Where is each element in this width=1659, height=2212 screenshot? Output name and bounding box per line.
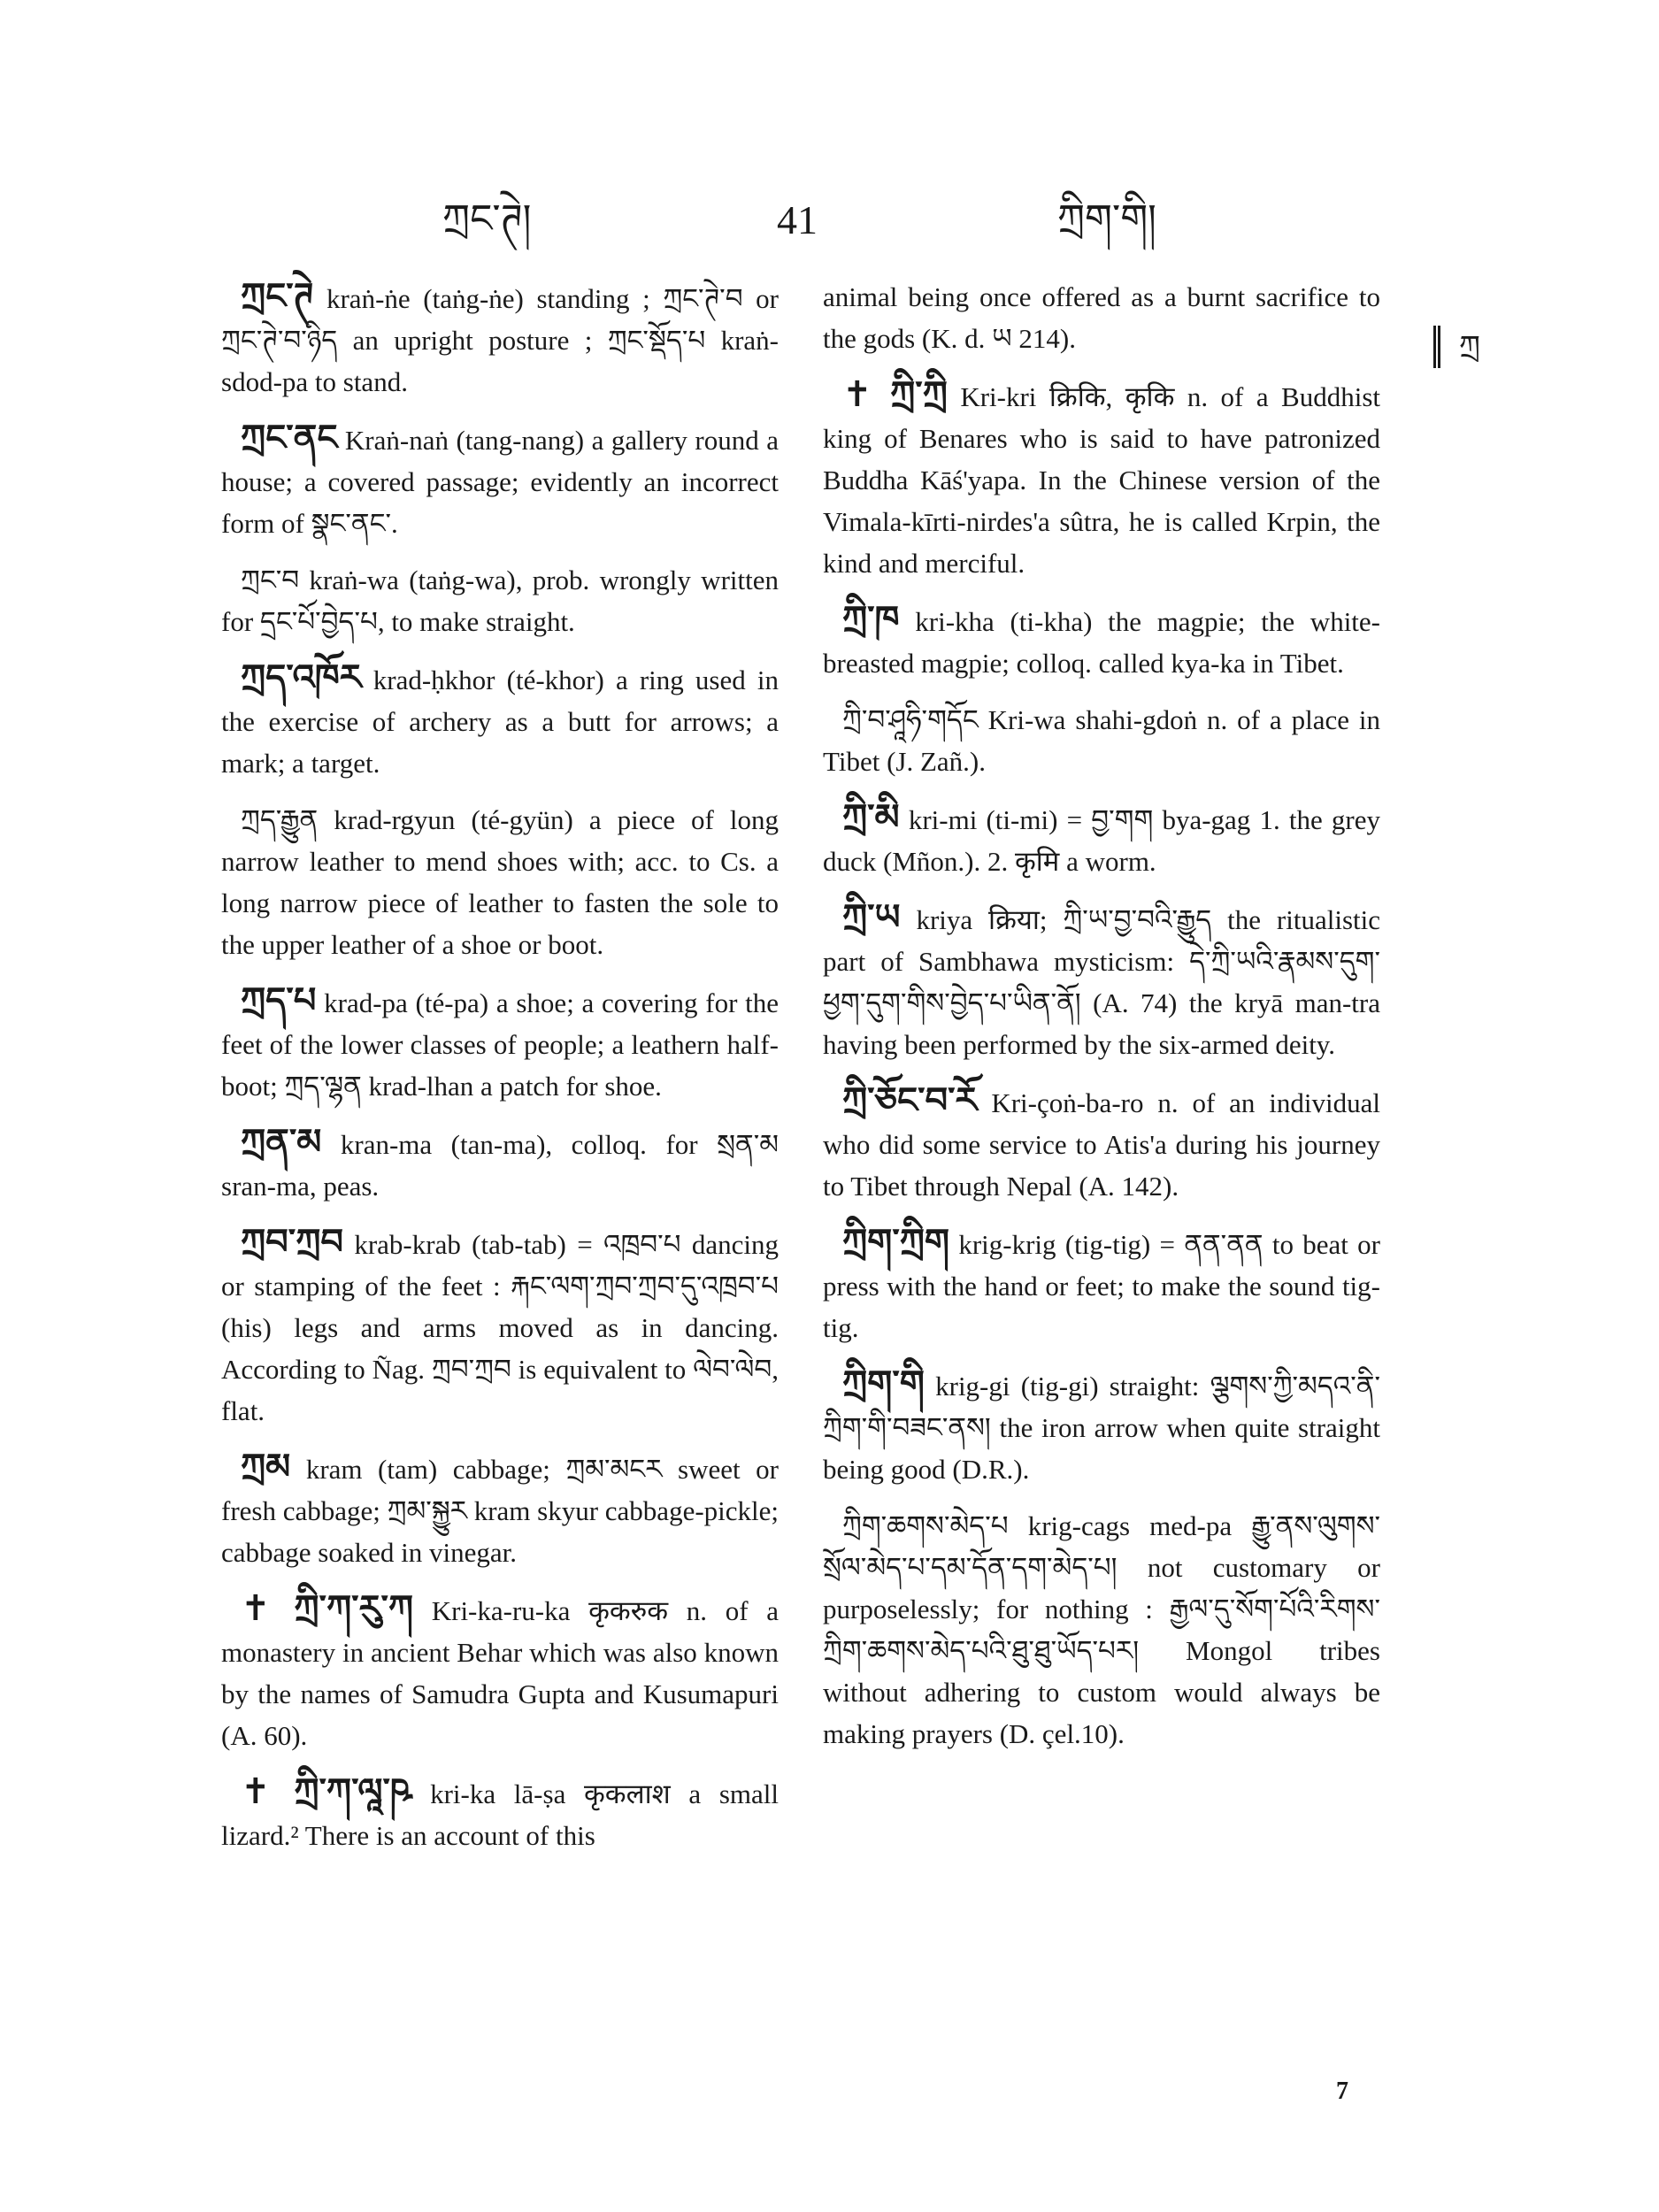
entry-headword: ✝ ཀྲི་ཀ་ལཱ་ཥ [241, 1771, 412, 1812]
entry-headword: ཀྲིག་གི [842, 1363, 925, 1404]
left-column [221, 276, 779, 1871]
dictionary-entry [823, 797, 1380, 882]
running-head-right: ཀྲིག་གི། [1057, 196, 1156, 242]
thumb-index-tab: ཀྲ [1433, 326, 1499, 368]
entry-headword: ཀྲི་ཡ [842, 897, 901, 938]
entry-text: ཀྲིག་ཆགས་མེད་པ krig-cags med-pa རྒྱུ་ནས་ལུགས་སྲོལ་མེད་པ་དམ་དོན་དག་མེད་པ། not customary or purposelessly; for nothing : རྒྱལ་དུ་སོག་པོའི་རིགས་ཀྲིག་ཆགས་མེད་པའི་ཐུ་ཐུ་ཡོད་པར། Mongol tribes without adhering to custom would always be making prayers (D. çel.10). [823, 1510, 1380, 1749]
dictionary-entry [823, 897, 1380, 1065]
dictionary-entry [221, 276, 779, 403]
running-head-left: ཀྲང་ཊེ། [442, 196, 532, 242]
entry-text: krab-krab (tab-tab) = འཁྲབ་པ dancing or stamping of the feet : རྐང་ལག་ཀྲབ་ཀྲབ་དུ་འཁྲབ་པ (his) legs and arms moved as in dancing. According to Ñag. ཀྲབ་ཀྲབ is equivalent to ལེབ་ལེབ, flat. [221, 1229, 779, 1426]
dictionary-entry [823, 1505, 1380, 1755]
entry-text: ཀྲད་རྒྱུན krad-rgyun (té-gyün) a piece of long narrow leather to mend shoes with; acc. to Cs. a long narrow piece of leather to fasten the sole to the upper leather of a shoe or boot. [221, 804, 779, 960]
dictionary-entry [221, 1447, 779, 1573]
dictionary-entry [221, 559, 779, 642]
entry-text: animal being once offered as a burnt sacrifice to the gods (K. d. ཡ 214). [823, 281, 1380, 354]
entry-text: kri-mi (ti-mi) = བྱ་གག bya-gag 1. the grey duck (Mñon.). 2. कृमि a worm. [823, 804, 1381, 877]
entry-text: kriya क्रिया; ཀྲི་ཡ་བྱ་བའི་རྒྱུད the ritualistic part of Sambhawa mysticism: དེ་ཀྲི་ཡའི་རྣམས་དུག་ཕྱག་དུག་གིས་བྱེད་པ་ཡིན་ནོ། (A. 74) the kryā man-tra having been performed by the six-armed deity. [823, 904, 1380, 1060]
entry-headword: ཀྲན་མ [241, 1122, 322, 1163]
dictionary-entry [221, 418, 779, 544]
entry-text: kri-ka lā-ṣa कृकलाश a small lizard.² There is an account of this [221, 1778, 780, 1851]
entry-text: Kri-ka-ru-ka कृकरुक n. of a monastery in ancient Behar which was also known by the names of Samudra Gupta and Kusumapuri (A. 60). [221, 1595, 780, 1751]
dictionary-entry [823, 1222, 1380, 1348]
entry-text: Kri-kri क्रिकि, कृकि n. of a Buddhist king of Benares who is said to have patronized Buddha Kāś'yapa. In the Chinese version of the Vimala-kīrti-nirdes'a sûtra, he is called Krpin, the kind and merciful. [823, 381, 1380, 579]
dictionary-entry [823, 699, 1380, 782]
entry-headword: ཀྲད་འཁོར [241, 657, 362, 698]
dictionary-entry [823, 374, 1380, 584]
entry-headword: ཀྲད་པ [241, 980, 317, 1021]
entry-headword: ཀྲང་ཊེ [241, 276, 314, 317]
entry-headword: ཀྲིག་ཀྲིག [842, 1222, 950, 1263]
dictionary-entry [823, 276, 1380, 359]
entry-headword: ཀྲི་ཁ [842, 599, 900, 640]
entry-text: kram (tam) cabbage; ཀྲམ་མངར sweet or fresh cabbage; ཀྲམ་སྐྱུར kram skyur cabbage-pickle; cabbage soaked in vinegar. [221, 1454, 780, 1568]
dictionary-entry [221, 1771, 779, 1856]
entry-text: krad-pa (té-pa) a shoe; a covering for the feet of the lower classes of people; a leathern half-boot; ཀྲད་ལྷན krad-lhan a patch for shoe. [221, 987, 780, 1102]
entry-text: ཀྲི་བ་ཤཱཧི་གདོང Kri-wa shahi-gdoṅ n. of a place in Tibet (J. Zañ.). [823, 704, 1380, 777]
entry-text: kraṅ-ṅe (taṅg-ṅe) standing ; ཀྲང་ཊེ་བ or ཀྲང་ཊེ་བ་ཉིད an upright posture ; ཀྲང་སྡོད་པ kraṅ-sdod-pa to stand. [221, 283, 779, 397]
entry-text: ཀྲང་བ kraṅ-wa (taṅg-wa), prob. wrongly written for དྲང་པོ་བྱེད་པ, to make straight. [221, 565, 779, 637]
entry-text: kran-ma (tan-ma), colloq. for སྲན་མ sran-ma, peas. [221, 1129, 780, 1202]
right-column [823, 276, 1380, 1770]
dictionary-entry [823, 599, 1380, 684]
dictionary-entry [221, 980, 779, 1107]
dictionary-entry [823, 1080, 1380, 1207]
entry-headword: ✝ ཀྲི་ཀ་རུ་ཀ [241, 1588, 414, 1629]
dictionary-entry [221, 1588, 779, 1756]
dictionary-entry [823, 1363, 1380, 1490]
dictionary-entry [221, 799, 779, 965]
entry-headword: ཀྲི་མི [842, 797, 900, 838]
entry-text: Kri-çoṅ-ba-ro n. of an individual who did some service to Atis'a during his journey to Tibet through Nepal (A. 142). [823, 1087, 1380, 1202]
entry-headword: ✝ ཀྲི་ཀྲི [842, 374, 948, 415]
entry-headword: ཀྲབ་ཀྲབ [241, 1222, 343, 1263]
entry-text: krig-krig (tig-tig) = ནན་ནན to beat or press with the hand or feet; to make the sound tig-tig. [823, 1229, 1380, 1343]
signature-mark: 7 [1336, 2078, 1348, 2105]
entry-headword: ཀྲམ [241, 1447, 291, 1487]
entry-text: Kraṅ-naṅ (tang-nang) a gallery round a house; a covered passage; evidently an incorrect form of སྣང་ནང་. [221, 425, 780, 539]
page-number: 41 [777, 197, 818, 242]
entry-headword: ཀྲང་ནང [241, 418, 338, 458]
dictionary-entry [221, 1222, 779, 1432]
entry-text: kri-kha (ti-kha) the magpie; the white-breasted magpie; colloq. called kya-ka in Tibet. [823, 606, 1380, 679]
entry-text: krad-ḥkhor (té-khor) a ring used in the exercise of archery as a butt for arrows; a mark; a target. [221, 664, 779, 779]
dictionary-entry [221, 1122, 779, 1207]
dictionary-entry [221, 657, 779, 784]
entry-headword: ཀྲི་ཅོང་བ་རོ [842, 1080, 978, 1121]
entry-text: krig-gi (tig-gi) straight: ལྕགས་ཀྱི་མདའ་ནི་ཀྲིག་གི་བཟང་ནས། the iron arrow when quite straight being good (D.R.). [823, 1371, 1380, 1485]
